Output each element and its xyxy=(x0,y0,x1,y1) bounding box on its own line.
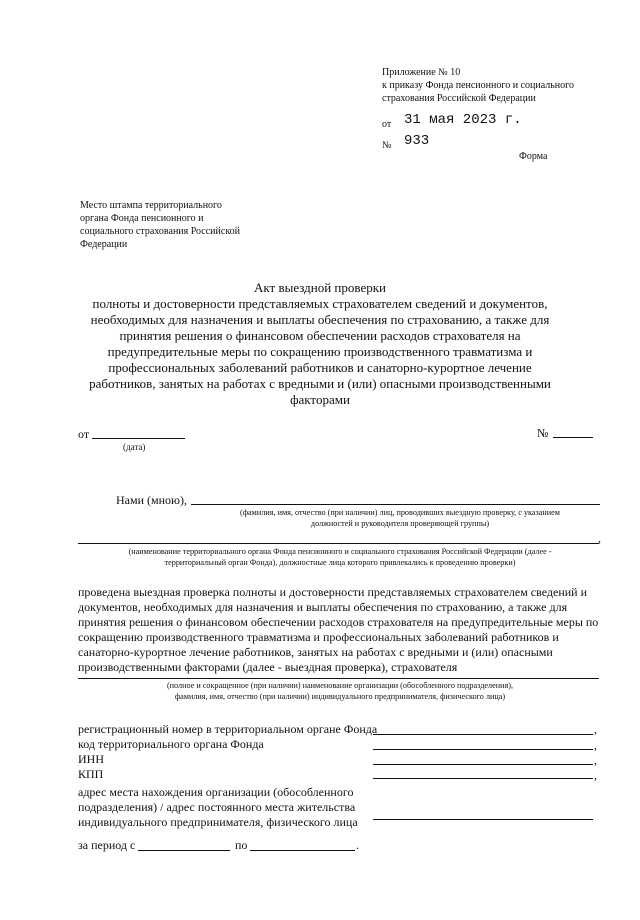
appendix-title: Приложение № 10 xyxy=(382,67,461,78)
title-line: принятия решения о финансовом обеспечении расходов страхователя на xyxy=(119,328,521,343)
appendix-order-line: к приказу Фонда пенсионного и социального xyxy=(382,80,574,91)
period-to-label: по xyxy=(235,838,248,852)
reg-number-field[interactable] xyxy=(373,721,593,735)
title-line: профессиональных заболеваний работников и санаторно-курортное лечение xyxy=(108,360,532,375)
period-to-field[interactable] xyxy=(250,837,355,851)
title-line: работников, занятых на работах с вредными и (или) опасными производственными xyxy=(89,376,551,391)
appendix-number-value: 933 xyxy=(404,133,430,149)
body-line: санаторно-курортное лечение работников, занятых на работах с вредными и (или) опасными xyxy=(78,645,553,659)
reg-number-comma: , xyxy=(594,722,597,736)
kpp-field[interactable] xyxy=(373,765,593,779)
address-line: индивидуального предпринимателя, физического лица xyxy=(78,815,358,829)
document-title xyxy=(60,280,580,408)
title-main: Акт выездной проверки xyxy=(253,280,386,295)
title-line: полноты и достоверности представляемых страхователем сведений и документов, xyxy=(92,296,548,311)
address-field[interactable] xyxy=(373,806,593,820)
appendix-org-line: страхования Российской Федерации xyxy=(382,93,536,104)
title-line: факторами xyxy=(290,392,350,407)
kpp-comma: , xyxy=(594,768,597,782)
act-number-label: № xyxy=(537,426,549,440)
caption-line: территориальный орган Фонда), должностные лица которого привлекались к проведению проверки) xyxy=(164,558,516,567)
body-line: принятия решения о финансовом обеспечении расходов страхователя на предупредительные меры по xyxy=(78,615,599,629)
period-from-label: за период с xyxy=(78,838,136,852)
fund-code-comma: , xyxy=(594,738,597,752)
inspectors-caption xyxy=(190,507,610,529)
kpp-label: КПП xyxy=(78,767,104,781)
fund-code-label: код территориального органа Фонда xyxy=(78,737,264,751)
act-number-field[interactable] xyxy=(553,425,593,438)
caption-line: (фамилия, имя, отчество (при наличии) лиц, проводивших выездную проверку, с указанием xyxy=(240,508,560,517)
body-line: проведена выездная проверка полноты и достоверности представляемых страхователем сведений и xyxy=(78,585,588,599)
body-line: сокращению производственного травматизма и профессиональных заболеваний работников и xyxy=(78,630,559,644)
stamp-line: Место штампа территориального xyxy=(80,200,222,211)
act-date-caption: (дата) xyxy=(123,442,146,452)
inspectors-field[interactable] xyxy=(191,491,600,505)
act-date-label: от xyxy=(78,427,90,441)
address-line: адрес места нахождения организации (обособленного xyxy=(78,785,354,799)
stamp-place xyxy=(80,199,280,251)
insurer-caption xyxy=(100,680,580,702)
form-label: Форма xyxy=(519,151,548,162)
caption-line: должностей и руководителя проверяющей группы) xyxy=(310,519,490,528)
appendix-date-prefix: от xyxy=(382,119,392,130)
inn-label: ИНН xyxy=(78,752,104,766)
inspectors-label: Нами (мною), xyxy=(116,493,187,507)
caption-line: (наименование территориального органа Фонда пенсионного и социального страхования Российской Федерации (далее - xyxy=(128,547,552,556)
address-line: подразделения) / адрес постоянного места жительства xyxy=(78,800,356,814)
title-line: предупредительные меры по сокращению производственного травматизма и xyxy=(107,344,533,359)
territorial-body-field[interactable] xyxy=(78,530,599,544)
body-paragraph xyxy=(78,585,599,675)
reg-number-label: регистрационный номер в территориальном органе Фонда xyxy=(78,722,378,736)
body-line: документов, необходимых для назначения и выплаты обеспечения по страхованию, а также для xyxy=(78,600,568,614)
act-date-field[interactable] xyxy=(92,426,185,439)
body-line: производственными факторами (далее - выездная проверка), страхователя xyxy=(78,660,458,674)
appendix-number-prefix: № xyxy=(382,140,392,151)
fund-code-field[interactable] xyxy=(373,736,593,750)
stamp-line: социального страхования Российской xyxy=(80,226,241,237)
caption-line: фамилия, имя, отчество (при наличии) индивидуального предпринимателя, физического лица) xyxy=(174,692,506,701)
stamp-line: органа Фонда пенсионного и xyxy=(80,213,204,224)
title-line: необходимых для назначения и выплаты обеспечения по страхованию, а также для xyxy=(90,312,550,327)
inn-field[interactable] xyxy=(373,751,593,765)
caption-line: (полное и сокращенное (при наличии) наименование организации (обособленного подразделения), xyxy=(166,681,514,690)
insurer-field[interactable] xyxy=(78,668,599,679)
appendix-date-value: 31 мая 2023 г. xyxy=(404,112,522,128)
stamp-line: Федерации xyxy=(80,239,128,250)
territorial-body-caption xyxy=(70,546,610,568)
address-label xyxy=(78,785,378,830)
period-end-dot: . xyxy=(356,838,359,852)
period-from-field[interactable] xyxy=(138,837,230,851)
inn-comma: , xyxy=(594,753,597,767)
territorial-body-comma: , xyxy=(598,531,601,545)
appendix-block xyxy=(382,66,574,105)
